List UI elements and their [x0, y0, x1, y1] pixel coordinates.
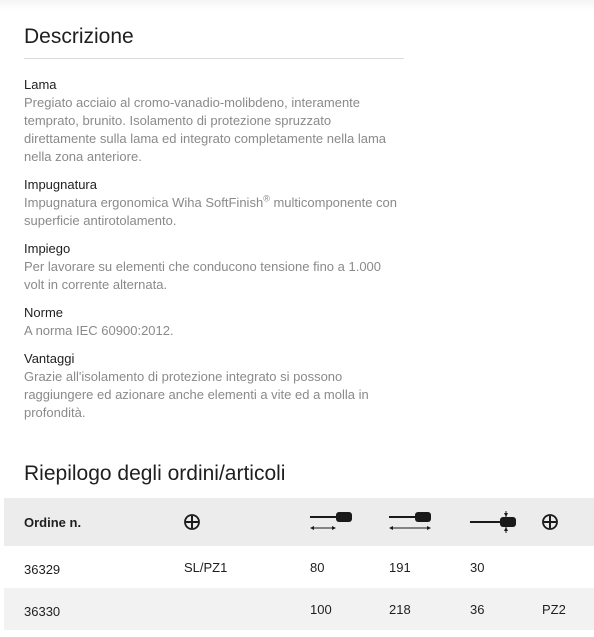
blade-diameter-icon	[470, 498, 518, 546]
cell-order: 36329	[24, 561, 61, 577]
section-heading: Vantaggi	[24, 351, 75, 366]
section-text: Per lavorare su elementi che conducono tensione fino a 1.000 volt in corrente alternata.	[24, 259, 382, 292]
section-heading: Impiego	[24, 241, 71, 256]
column-header-order: Ordine n.	[24, 514, 82, 530]
section-lama	[24, 76, 404, 166]
section-text-part: Impugnatura ergonomica Wiha SoftFinish	[24, 195, 264, 210]
table-row	[4, 546, 594, 588]
size-icon	[542, 498, 558, 546]
section-heading: Lama	[24, 77, 57, 92]
section-text: A norma IEC 60900:2012.	[24, 323, 174, 338]
cell-total-length: 218	[389, 601, 411, 617]
registered-mark: ®	[263, 193, 270, 204]
tip-type-icon	[184, 498, 200, 546]
section-heading: Norme	[24, 305, 64, 320]
summary-title: Riepilogo degli ordini/articoli	[24, 462, 286, 485]
section-text: Grazie all'isolamento di protezione integrato si possono raggiungere ed azionare anche elementi a vite ed a molla in profondità.	[24, 369, 369, 420]
cell-total-length: 191	[389, 559, 411, 575]
order-table	[4, 498, 594, 630]
section-text-part: multicomponente con superficie antirotolamento.	[24, 195, 398, 228]
section-text: Pregiato acciaio al cromo-vanadio-molibdeno, interamente temprato, brunito. Isolamento di protezione spruzzato direttamente sulla lama ed integrato completamente nella lama nella zona anteriore.	[24, 95, 387, 164]
cell-diameter: 30	[470, 559, 485, 575]
section-norme	[24, 304, 404, 340]
blade-length-icon	[310, 498, 358, 546]
total-length-icon	[389, 498, 437, 546]
section-vantaggi	[24, 350, 404, 422]
section-impugnatura	[24, 176, 404, 230]
section-text	[24, 194, 404, 230]
cell-size: PZ2	[542, 601, 566, 617]
cell-diameter: 36	[470, 601, 485, 617]
table-row	[4, 588, 594, 630]
top-band	[0, 0, 594, 10]
cell-blade-length: 100	[310, 601, 332, 617]
cell-blade-length: 80	[310, 559, 325, 575]
cell-order: 36330	[24, 603, 61, 619]
description-divider	[24, 58, 404, 59]
section-impiego	[24, 240, 404, 294]
cell-tip: SL/PZ1	[184, 559, 228, 575]
table-header-row	[4, 498, 594, 546]
section-heading: Impugnatura	[24, 177, 97, 192]
description-title: Descrizione	[24, 25, 134, 48]
